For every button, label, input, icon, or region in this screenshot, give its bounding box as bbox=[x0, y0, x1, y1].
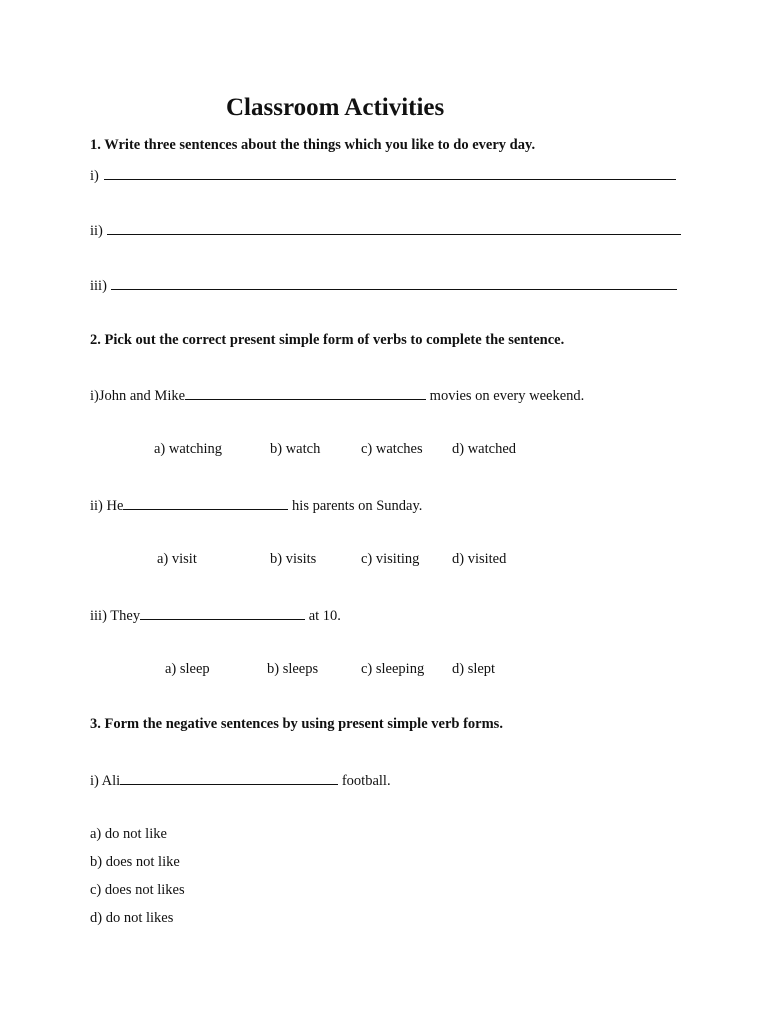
page-title: Classroom Activities bbox=[226, 94, 445, 121]
option-b[interactable]: b) does not like bbox=[90, 854, 180, 870]
question-2: 2. Pick out the correct present simple form of verbs to complete the sentence. bbox=[90, 332, 565, 348]
sentence-suffix: movies on every weekend. bbox=[429, 388, 585, 404]
line-label: iii) bbox=[90, 278, 107, 294]
sentence-prefix: i) Ali bbox=[90, 773, 121, 789]
option-d[interactable]: d) visited bbox=[452, 551, 507, 567]
sentence-suffix: football. bbox=[341, 773, 391, 789]
sentence-prefix: ii) He bbox=[90, 498, 124, 514]
sentence-suffix: his parents on Sunday. bbox=[292, 498, 423, 514]
answer-line-1[interactable] bbox=[90, 166, 676, 185]
option-d[interactable]: d) slept bbox=[452, 661, 496, 677]
option-c[interactable]: c) does not likes bbox=[90, 882, 185, 898]
option-a[interactable]: a) watching bbox=[154, 441, 223, 457]
sentence-2-2 bbox=[90, 496, 422, 515]
option-a[interactable]: a) sleep bbox=[165, 661, 210, 677]
option-d[interactable]: d) watched bbox=[452, 441, 517, 457]
option-c[interactable]: c) watches bbox=[361, 441, 423, 457]
question-1: 1. Write three sentences about the things which you like to do every day. bbox=[90, 137, 536, 153]
option-b[interactable]: b) watch bbox=[270, 441, 321, 457]
blank-line[interactable] bbox=[123, 496, 288, 510]
answer-line-2[interactable] bbox=[90, 221, 681, 240]
sentence-3-1 bbox=[90, 771, 391, 790]
blank-line[interactable] bbox=[107, 221, 681, 235]
blank-line[interactable] bbox=[185, 386, 426, 400]
option-c[interactable]: c) visiting bbox=[361, 551, 420, 567]
answer-line-3[interactable] bbox=[90, 276, 677, 295]
line-label: i) bbox=[90, 168, 99, 184]
sentence-prefix: i)John and Mike bbox=[90, 388, 186, 404]
option-b[interactable]: b) visits bbox=[270, 551, 317, 567]
sentence-suffix: at 10. bbox=[308, 608, 341, 624]
option-a[interactable]: a) visit bbox=[157, 551, 197, 567]
question-3: 3. Form the negative sentences by using present simple verb forms. bbox=[90, 716, 503, 732]
blank-line[interactable] bbox=[111, 276, 677, 290]
option-d[interactable]: d) do not likes bbox=[90, 910, 174, 926]
line-label: ii) bbox=[90, 223, 103, 239]
blank-line[interactable] bbox=[104, 166, 676, 180]
sentence-2-1 bbox=[90, 386, 584, 405]
option-a[interactable]: a) do not like bbox=[90, 826, 167, 842]
sentence-prefix: iii) They bbox=[90, 608, 141, 624]
option-c[interactable]: c) sleeping bbox=[361, 661, 425, 677]
blank-line[interactable] bbox=[120, 771, 338, 785]
option-b[interactable]: b) sleeps bbox=[267, 661, 319, 677]
sentence-2-3 bbox=[90, 606, 341, 625]
blank-line[interactable] bbox=[140, 606, 305, 620]
